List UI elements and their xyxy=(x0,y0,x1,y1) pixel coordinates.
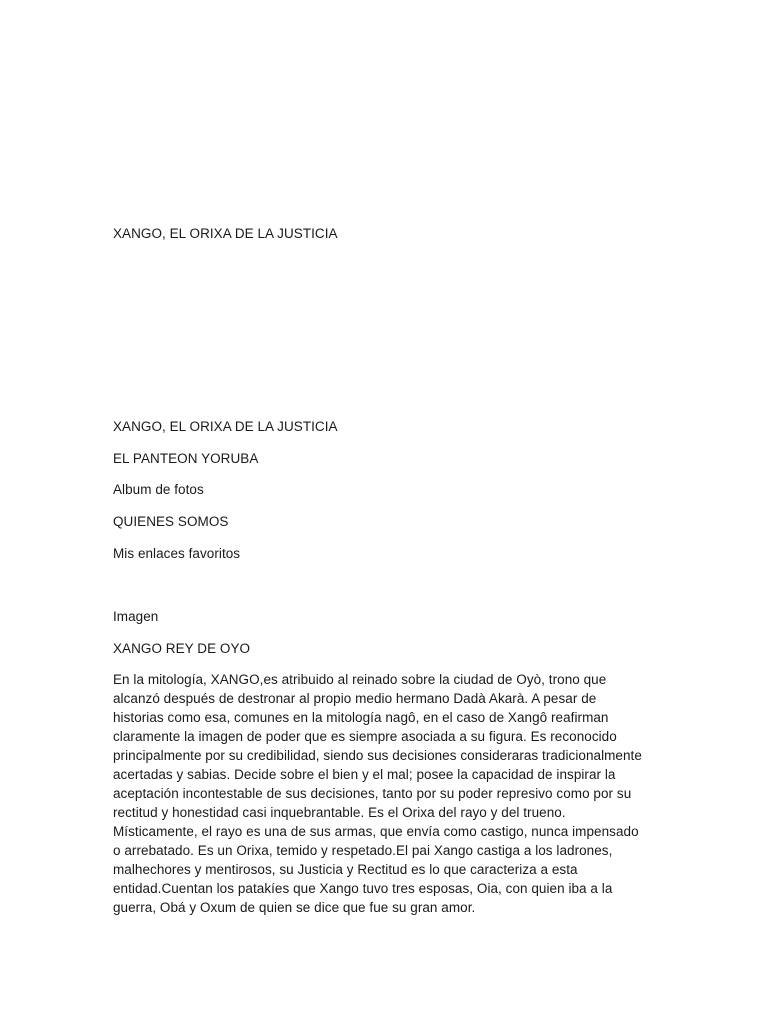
image-label: Imagen xyxy=(113,609,159,624)
body-line: principalmente por su credibilidad, siendo sus decisiones consideraras tradicionalmente xyxy=(113,748,642,763)
body-line: guerra, Obá y Oxum de quien se dice que fue su gran amor. xyxy=(113,900,476,915)
body-line: malhechores y mentirosos, su Justicia y Rectitud es lo que caracteriza a esta xyxy=(113,862,578,877)
body-line: aceptación incontestable de sus decisiones, tanto por su poder represivo como por su xyxy=(113,786,632,801)
body-line: acertadas y sabias. Decide sobre el bien y el mal; posee la capacidad de inspirar la xyxy=(113,767,616,782)
menu-item-enlaces-favoritos: Mis enlaces favoritos xyxy=(113,546,241,561)
body-line: o arrebatado. Es un Orixa, temido y respetado.El pai Xango castiga a los ladrones, xyxy=(113,843,613,858)
menu-item-album-de-fotos: Album de fotos xyxy=(113,482,204,497)
body-line: claramente la imagen de poder que es siempre asociada a su figura. Es reconocido xyxy=(113,729,617,744)
menu-item-xango: XANGO, EL ORIXA DE LA JUSTICIA xyxy=(113,419,338,434)
body-line: En la mitología, XANGO,es atribuido al reinado sobre la ciudad de Oyò, trono que xyxy=(113,672,607,687)
body-line: Místicamente, el rayo es una de sus armas, que envía como castigo, nunca impensado xyxy=(113,824,639,839)
body-line: entidad.Cuentan los patakíes que Xango tuvo tres esposas, Oia, con quien iba a la xyxy=(113,881,613,896)
section-heading: XANGO REY DE OYO xyxy=(113,641,251,656)
document-title: XANGO, EL ORIXA DE LA JUSTICIA xyxy=(113,226,338,241)
body-line: rectitud y honestidad casi inquebrantable. Es el Orixa del rayo y del trueno. xyxy=(113,805,566,820)
menu-item-quienes-somos: QUIENES SOMOS xyxy=(113,514,229,529)
body-line: historias como esa, comunes en la mitología nagô, en el caso de Xangô reafirman xyxy=(113,710,609,725)
menu-item-panteon-yoruba: EL PANTEON YORUBA xyxy=(113,451,259,466)
body-paragraph xyxy=(113,670,653,917)
body-line: alcanzó después de destronar al propio medio hermano Dadà Akarà. A pesar de xyxy=(113,691,597,706)
